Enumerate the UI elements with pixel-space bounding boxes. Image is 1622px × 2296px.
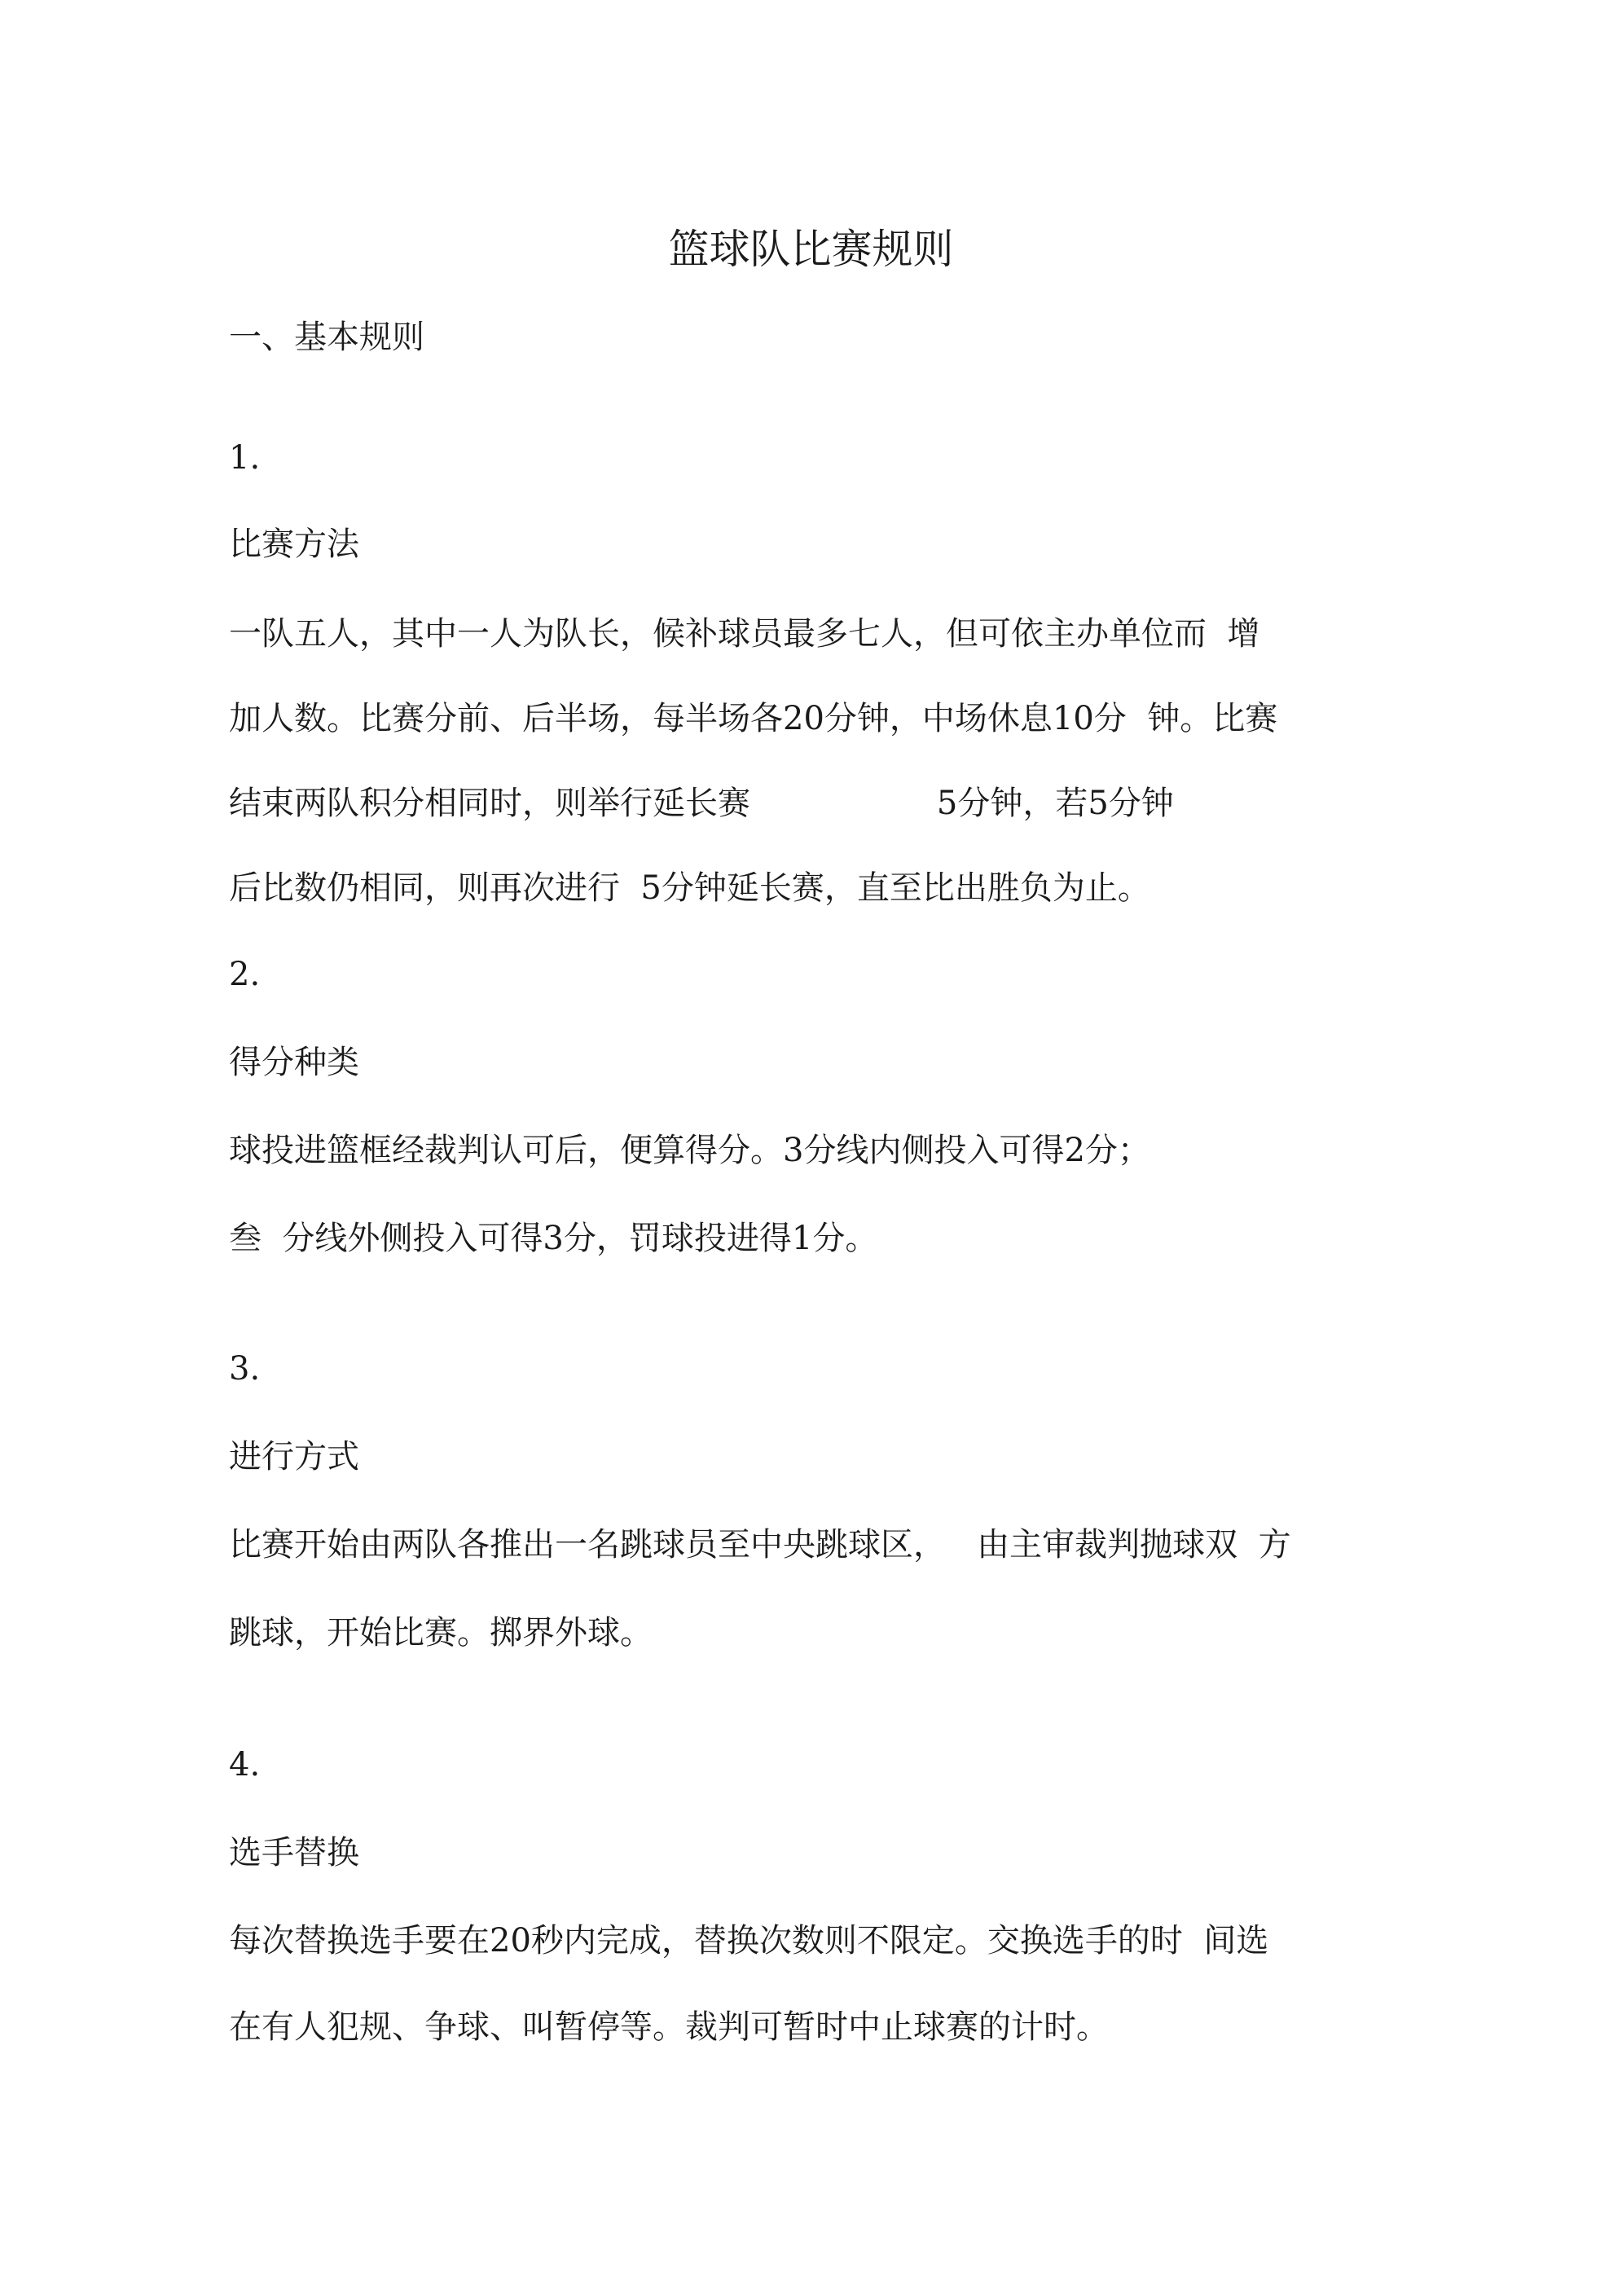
paragraph-line: 一队五人，其中一人为队长，候补球员最多七人，但可依主办单位而 增 <box>229 615 1260 653</box>
item-heading: 进行方式 <box>229 1438 359 1476</box>
item-heading: 得分种类 <box>229 1044 359 1081</box>
paragraph-line: 每次替换选手要在20秒内完成，替换次数则不限定。交换选手的时 间选 <box>229 1922 1269 1960</box>
item-number: 1. <box>229 439 261 477</box>
page-title: 篮球队比赛规则 <box>668 226 954 273</box>
paragraph-line: 在有人犯规、争球、叫暂停等。裁判可暂时中止球赛的计时。 <box>229 2008 1109 2046</box>
item-number: 2. <box>229 956 261 993</box>
paragraph-line: 跳球，开始比赛。掷界外球。 <box>229 1614 653 1652</box>
paragraph-line: 叁 分线外侧投入可得3分，罚球投进得1分。 <box>229 1220 878 1257</box>
paragraph-line: 比赛开始由两队各推出一名跳球员至中央跳球区， 由主审裁判抛球双 方 <box>229 1526 1291 1564</box>
paragraph-line: 结束两队积分相同时，则举行延长赛 5分钟，若5分钟 <box>229 785 1174 822</box>
item-number: 3. <box>229 1350 261 1388</box>
item-heading: 比赛方法 <box>229 526 359 563</box>
paragraph-line: 加人数。比赛分前、后半场，每半场各20分钟，中场休息10分 钟。比赛 <box>229 700 1278 737</box>
paragraph-line: 后比数仍相同，则再次进行 5分钟延长赛，直至比出胜负为止。 <box>229 869 1150 907</box>
item-heading: 选手替换 <box>229 1834 359 1872</box>
section-heading: 一、基本规则 <box>229 319 424 356</box>
item-number: 4. <box>229 1746 261 1784</box>
paragraph-line: 球投进篮框经裁判认可后，便算得分。3分线内侧投入可得2分； <box>229 1132 1150 1169</box>
